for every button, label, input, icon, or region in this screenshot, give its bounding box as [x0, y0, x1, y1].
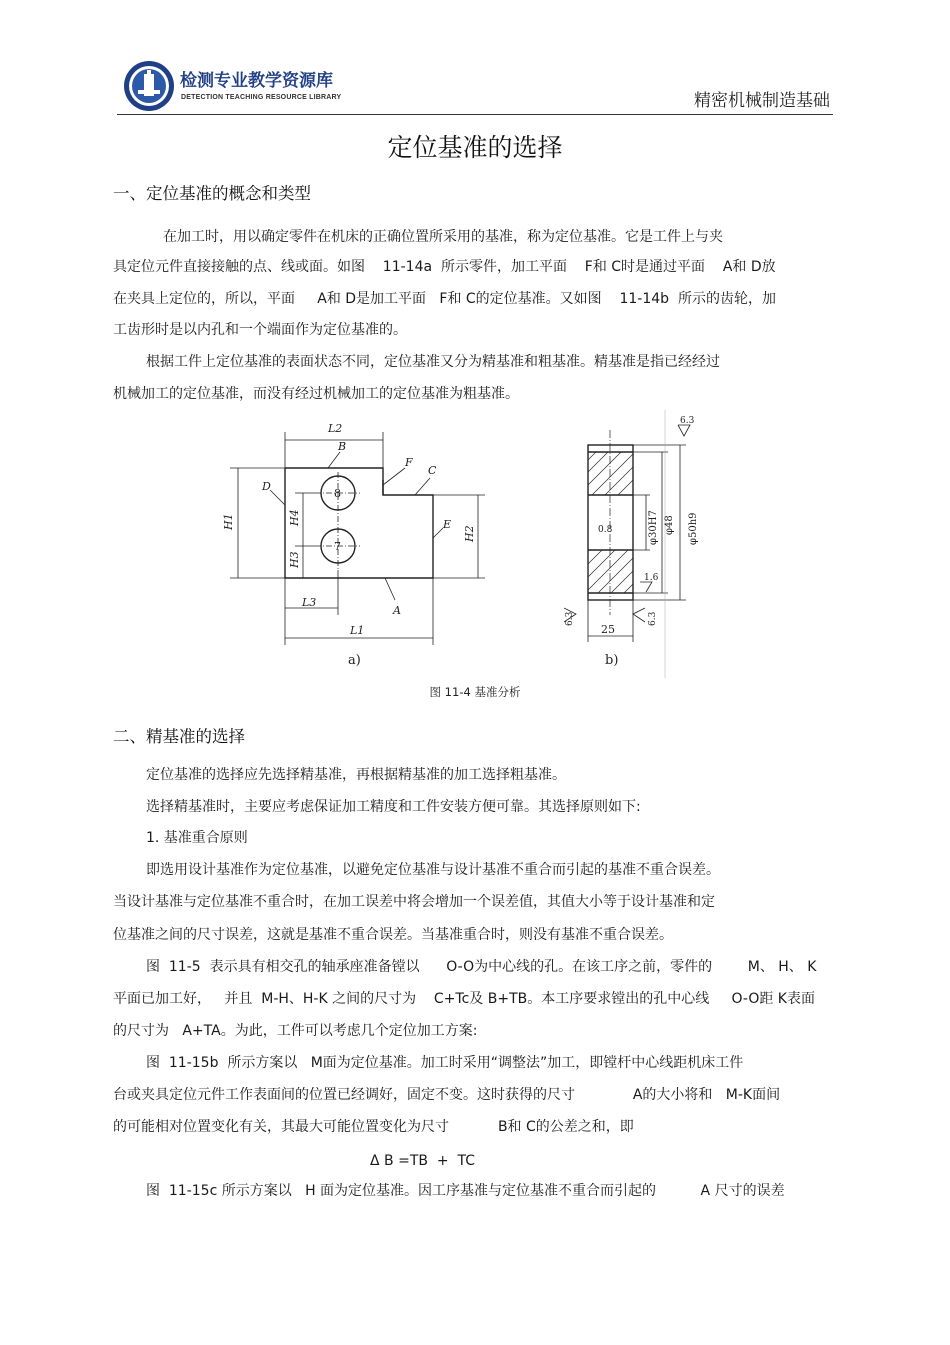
fig-label-l3: L3: [302, 596, 317, 609]
fig-label-63-right: 6.3: [648, 611, 658, 626]
paragraph-line: 即选用设计基准作为定位基准，以避免定位基准与设计基准不重合而引起的基准不重合误差。: [146, 862, 720, 878]
page-title: 定位基准的选择: [387, 133, 563, 162]
section-heading-2: 二、精基准的选择: [113, 727, 245, 746]
paragraph-line: 图 11-5 表示具有相交孔的轴承座准备镗以 O-O为中心线的孔。在该工序之前，零件的 M、 H、 K: [146, 959, 817, 975]
fig-label-a: A: [393, 604, 401, 617]
paragraph-line: 在夹具上定位的，所以，平面 A和 D是加工平面 F和 C的定位基准。又如图 11-14b 所示的齿轮，加: [113, 291, 776, 307]
paragraph-line: 具定位元件直接接触的点、线或面。如图 11-14a 所示零件，加工平面 F和 C时是通过平面 A和 D放: [113, 259, 776, 275]
section-heading-1: 一、定位基准的概念和类型: [113, 184, 311, 203]
paragraph-line: 图 11-15b 所示方案以 M面为定位基准。加工时采用“调整法”加工，即镗杆中心线距机床工件: [146, 1055, 744, 1071]
paragraph-line: 的可能相对位置变化有关，其最大可能位置变化为尺寸 B和 C的公差之和，即: [113, 1119, 634, 1135]
part-a-outline: [285, 468, 433, 578]
fig-label-l2: L2: [328, 422, 343, 435]
logo-title-cn: 检测专业教学资源库: [180, 71, 333, 91]
fig-caption-b: b): [605, 653, 619, 668]
paragraph-line: 图 11-15c 所示方案以 H 面为定位基准。因工序基准与定位基准不重合而引起的 A 尺寸的误差: [146, 1183, 785, 1199]
paragraph-line: 在加工时，用以确定零件在机床的正确位置所采用的基准，称为定位基准。它是工件上与夹: [163, 229, 723, 245]
fig-label-63-left: 6.3: [565, 611, 575, 626]
paragraph-line: 台或夹具定位元件工作表面间的位置已经调好，固定不变。这时获得的尺寸 A的大小将和 M-K面间: [113, 1087, 781, 1103]
fig-label-d: D: [262, 480, 271, 493]
fig-label-h4: H4: [288, 509, 301, 526]
formula: Δ B =TB + TC: [370, 1153, 476, 1169]
fig-label-h3: H3: [288, 551, 301, 568]
fig-label-16: 1.6: [644, 573, 659, 583]
logo-emblem-icon: [122, 58, 182, 114]
fig-label-phi30h7: φ30H7: [648, 510, 659, 545]
fig-label-b-63-top: 6.3: [680, 416, 695, 426]
course-title: 精密机械制造基础: [694, 91, 830, 111]
fig-label-25: 25: [601, 623, 615, 636]
fig-label-hole-7: 7: [334, 540, 341, 553]
fig-label-phi48: φ48: [664, 515, 675, 535]
figure-caption: 图 11-4 基准分析: [429, 685, 521, 699]
fig-label-h2: H2: [463, 525, 476, 542]
fig-label-08: 0.8: [598, 525, 613, 535]
paragraph-line: 根据工件上定位基准的表面状态不同，定位基准又分为精基准和粗基准。精基准是指已经经过: [146, 354, 720, 370]
fig-label-phi50h9: φ50h9: [688, 512, 699, 545]
figure-datum-analysis: [200, 410, 720, 678]
fig-label-h1: H1: [222, 513, 235, 530]
fig-label-hole-8: 8: [334, 487, 341, 500]
paragraph-line: 机械加工的定位基准，而没有经过机械加工的定位基准为粗基准。: [113, 386, 519, 402]
fig-label-f: F: [405, 456, 413, 469]
paragraph-line: 工齿形时是以内孔和一个端面作为定位基准的。: [113, 322, 407, 338]
paragraph-line: 定位基准的选择应先选择精基准，再根据精基准的加工选择粗基准。: [146, 767, 566, 783]
header-divider: [117, 114, 833, 115]
logo-title-en: DETECTION TEACHING RESOURCE LIBRARY: [181, 94, 342, 101]
paragraph-line: 选择精基准时，主要应考虑保证加工精度和工件安装方便可靠。其选择原则如下:: [146, 799, 641, 815]
fig-label-e: E: [443, 518, 452, 531]
paragraph-line: 当设计基准与定位基准不重合时，在加工误差中将会增加一个误差值，其值大小等于设计基准和定: [113, 894, 715, 910]
paragraph-line: 1. 基准重合原则: [146, 830, 248, 846]
fig-label-b: B: [338, 440, 347, 453]
fig-label-c: C: [428, 464, 437, 477]
paragraph-line: 的尺寸为 A+TA。为此，工件可以考虑几个定位加工方案:: [113, 1023, 478, 1039]
fig-label-l1: L1: [350, 624, 365, 637]
paragraph-line: 位基准之间的尺寸误差，这就是基准不重合误差。当基准重合时，则没有基准不重合误差。: [113, 927, 673, 943]
paragraph-line: 平面已加工好， 并且 M-H、H-K 之间的尺寸为 C+Tc及 B+TB。本工序要求镗出的孔中心线 O-O距 K表面: [113, 991, 815, 1007]
fig-caption-a: a): [348, 653, 361, 668]
